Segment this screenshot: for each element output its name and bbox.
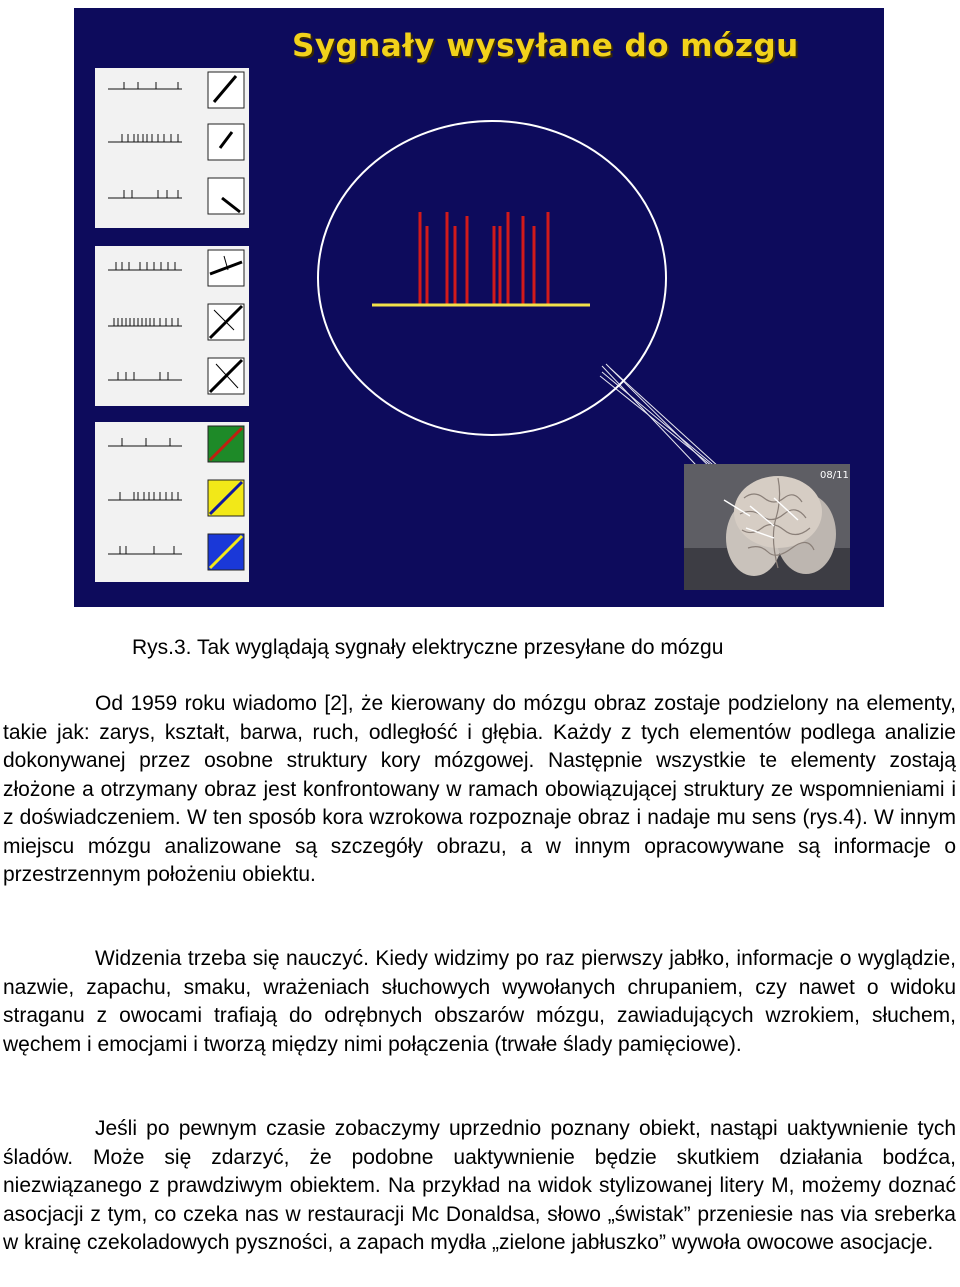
slide-title: Sygnały wysyłane do mózgu <box>292 28 799 64</box>
stimulus-panel-color <box>95 422 249 582</box>
figure-graphic <box>74 8 884 607</box>
brain-photo-label: 08/11 <box>820 470 849 481</box>
paragraph-3-text: Jeśli po pewnym czasie zobaczymy uprzednio poznany obiekt, nastąpi uaktywnienie tych śladów. Może się zdarzyć, że podobne uaktywnienie będzie skutkiem działania bodźca, niezwiązanego z prawdziwym obiektem. Na przykład na widok stylizowanej litery M, możemy doznać asocjacji z tym, co czeka nas w restauracji Mc Donaldsa, słowo „świstak” przeniesie nas via sreberka w krainę czekoladowych pyszności, a zapach mydła „zielone jabłuszko” wywoła owocowe asocjacje. <box>3 1117 956 1254</box>
stimulus-panel-orientation <box>95 68 249 228</box>
figure-slide <box>74 8 884 607</box>
brain-photo <box>684 464 850 590</box>
magnifier-ellipse <box>318 121 666 435</box>
figure-caption: Rys.3. Tak wyglądają sygnały elektryczne przesyłane do mózgu <box>132 636 724 659</box>
paragraph-2-text: Widzenia trzeba się nauczyć. Kiedy widzimy po raz pierwszy jabłko, informacje o wyglądzie, nazwie, zapachu, smaku, wrażeniach słuchowych wywołanych chrupaniem, czy nawet o widoku straganu z owocami trafiają do odrębnych obszarów mózgu, zawiadujących wzrokiem, słuchem, węchem i emocjami i tworzą między nimi połączenia (trwałe ślady pamięciowe). <box>3 947 956 1056</box>
stimulus-panel-movement <box>95 246 249 406</box>
paragraph-2 <box>3 945 956 1059</box>
paragraph-1 <box>3 690 956 890</box>
paragraph-3 <box>3 1115 956 1258</box>
spike-train-magnified <box>420 212 548 305</box>
paragraph-1-text: Od 1959 roku wiadomo [2], że kierowany do mózgu obraz zostaje podzielony na elementy, takie jak: zarys, kształt, barwa, ruch, odległość i głębia. Każdy z tych elementów podlega analizie dokonywanej przez osobne struktury kory mózgowej. Następnie wszystkie te elementy zostają złożone a otrzymany obraz jest konfrontowany w ramach obowiązującej struktury ze wspomnieniami i z doświadczeniem. W ten sposób kora wzrokowa rozpoznaje obraz i nadaje mu sens (rys.4). W innym miejscu mózgu analizowane są szczegóły obrazu, a w innym opracowywane są informacje o przestrzennym położeniu obiektu. <box>3 692 956 886</box>
